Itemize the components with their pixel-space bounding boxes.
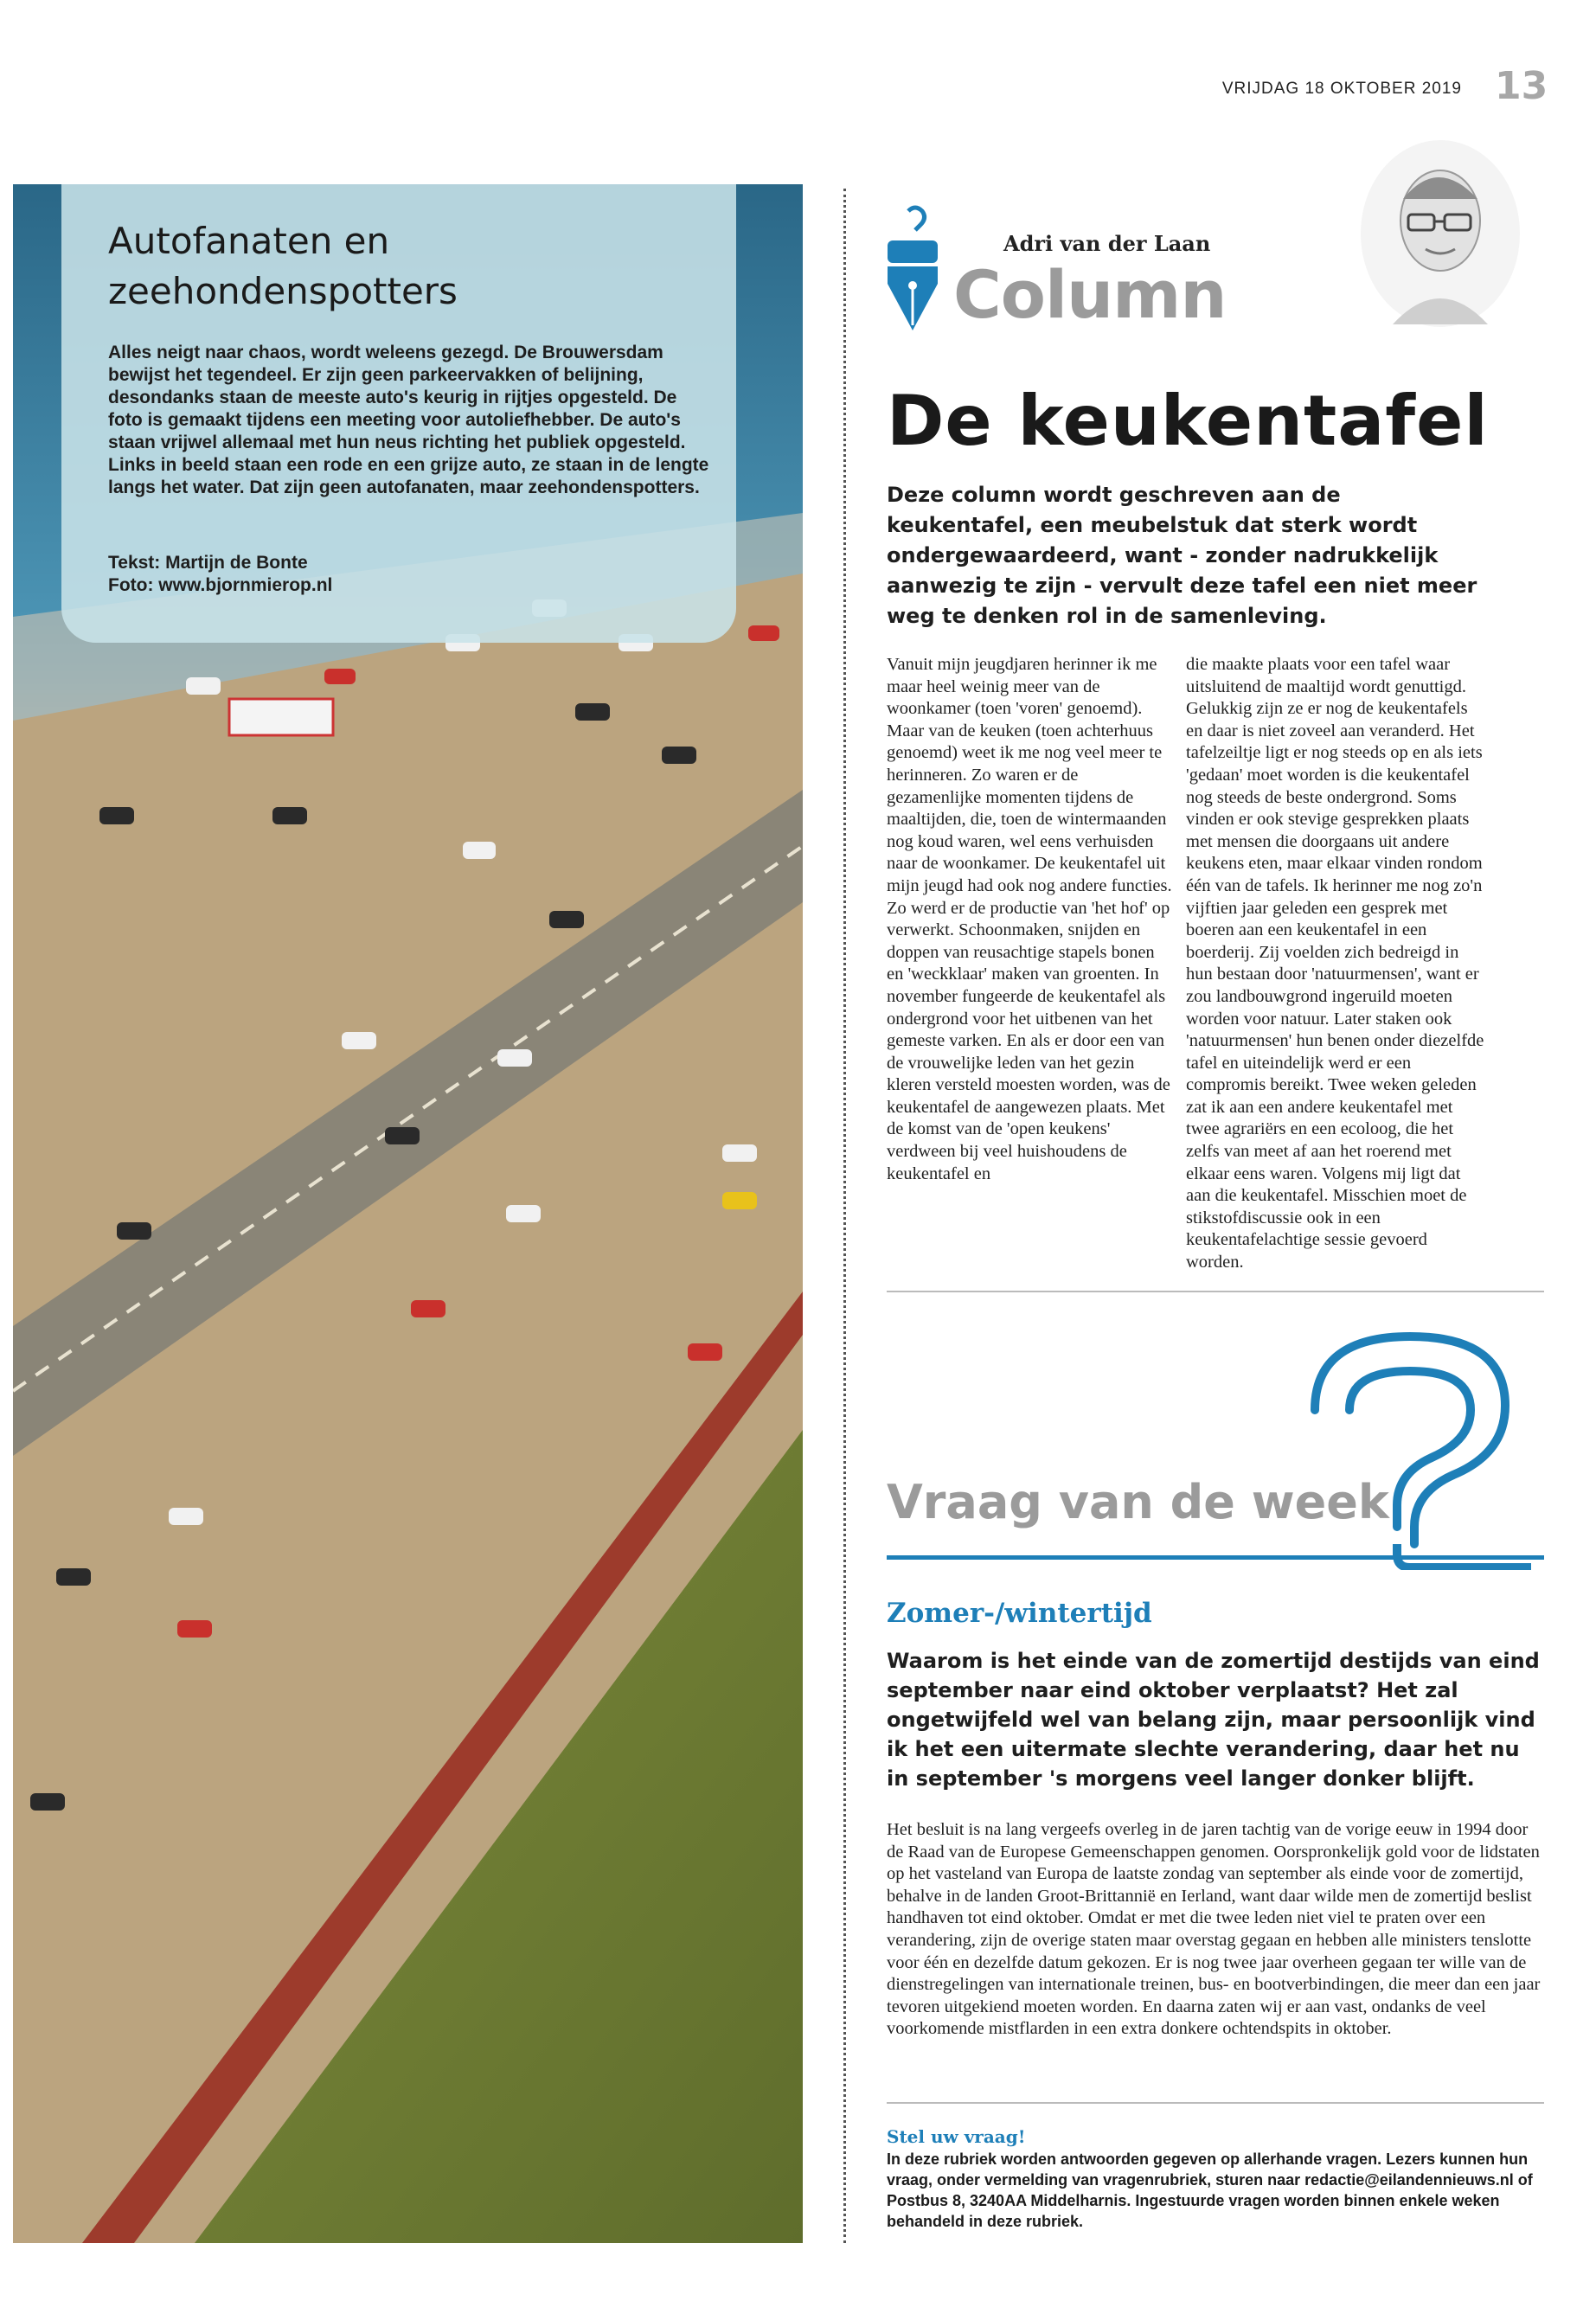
column-author: Adri van der Laan	[1003, 231, 1211, 256]
vraag-answer: Het besluit is na lang vergeefs overleg in de jaren tachtig van de vorige eeuw in 1994 door de Raad van de Europese Gemeenschappen genomen. Oorspronkelijk gold voor de lidstaten op het vasteland van Europa de laatste zondag van september als einde voor de zomertijd, behalve in de landen Groot-Brittannië en Ierland, want daar wilde men de zomertijd beslist handhaven tot eind oktober. Omdat er met die twee leden niet viel te praten over een verandering, zijn de overige staten maar overstag gegaan en hebben alle ministers tenslotte voor één en dezelfde datum gekozen. Er is nog twee jaar overheen gegaan ter wille van de dienstregelingen van internationale treinen, bus- en bootverbindingen, die meer dan een jaar tevoren uitgekiend moeten worden. En daarna zaten wij er aan vast, ondanks de veel voorkomende mistflarden in een extra donkere ochtendspits in oktober.	[887, 1820, 1541, 2039]
question-mark-icon	[1298, 1328, 1548, 1570]
header-date: VRIJDAG 18 OKTOBER 2019	[1221, 80, 1462, 98]
vraag-underline	[887, 1555, 1544, 1560]
photo-feature-text: Alles neigt naar chaos, wordt weleens gezegd. De Brouwersdam bewijst het tegendeel. Er zijn geen parkeervakken of belijning, desondanks staan de meeste auto's keurig in rijtjes opgesteld. De foto is gemaakt tijdens een meeting voor autoliefhebber. De auto's staan vrijwel allemaal met hun neus richting het publiek opgesteld. Links in beeld staan een rode en een grijze auto, ze staan in de lengte langs het water. Dat zijn geen autofanaten, maar zeehondenspotters.	[108, 343, 709, 497]
credit-text: Tekst: Martijn de Bonte	[108, 553, 308, 573]
vraag-subtitle: Zomer-/wintertijd	[887, 1598, 1152, 1629]
stel-vraag-title: Stel uw vraag!	[887, 2126, 1026, 2147]
column-body-right: die maakte plaats voor een tafel waar uitsluitend de maaltijd wordt genuttigd. Gelukkig zijn ze er nog de keukentafels en daar is niet zoveel aan veranderd. Het tafelzeiltje ligt er nog steeds op en als iets 'gedaan' moet worden is die keukentafel nog steeds de beste ondergrond. Soms vinden er ook stevige gesprekken plaats met mensen die doorgaans uit andere keukens eten, maar elkaar vinden rondom één van de tafels. Ik herinner me nog zo'n vijftien jaar geleden een gesprek met boeren aan een keukentafel in een boerderij. Zij voelden zich bedreigd in hun bestaan door 'natuurmensen', want er zou landbouwgrond ingeruild moeten worden voor natuur. Later staken ook 'natuurmensen' hun benen onder diezelfde tafel en uiteindelijk werd er een compromis bereikt. Twee weken geleden zat ik aan een andere keukentafel met twee agrariërs en een ecoloog, die het zelfs van meet af aan het roerend met elkaar eens waren. Volgens mij ligt dat aan die keukentafel. Misschien moet de stikstofdiscussie ook in een keukentafelachtige sessie gevoerd worden.	[1186, 655, 1484, 1272]
stel-divider	[887, 2102, 1544, 2104]
stel-vraag-text: In deze rubriek worden antwoorden gegeven op allerhande vragen. Lezers kunnen hun vraag, onder vermelding van vragenrubriek, sturen naar redactie@eilandennieuws.nl of Postbus 8, 3240AA Middelharnis. Ingestuurde vragen worden binnen enkele weken behandeld in deze rubriek.	[887, 2150, 1533, 2230]
photo-feature-credits	[108, 552, 714, 597]
column-lead: Deze column wordt geschreven aan de keukentafel, een meubelstuk dat sterk wordt ondergewaardeerd, want - zonder nadrukkelijk aanwezig te zijn - vervult deze tafel een niet meer weg te denken rol in de samenleving.	[887, 483, 1477, 628]
page-number: 13	[1495, 64, 1548, 108]
author-portrait	[1358, 138, 1522, 329]
column-body-left: Vanuit mijn jeugdjaren herinner ik me maar heel weinig meer van de woonkamer (toen 'voren' genoemd). Maar van de keuken (toen achterhuus genoemd) weet ik me nog veel meer te herinneren. Zo waren er de gezamenlijke momenten tijdens de maaltijden, die, toen de wintermaanden nog koud waren, wel eens verhuisden naar de woonkamer. De keukentafel uit mijn jeugd had ook nog andere functies. Zo werd er de productie van 'het hof' op verwerkt. Schoonmaken, snijden en doppen van reusachtige stapels bonen en 'weckklaar' maken van groenten. In november fungeerde de keukentafel als ondergrond voor het uitbenen van het gemeste varken. En als er door een van de vrouwelijke leden van het gezin kleren versteld moesten worden, was de keukentafel de aangewezen plaats. Met de komst van de 'open keukens' verdween bij veel huishoudens de keukentafel en	[887, 655, 1172, 1183]
fountain-pen-icon	[882, 204, 943, 334]
credit-photo: Foto: www.bjornmierop.nl	[108, 575, 333, 595]
vraag-question: Waarom is het einde van de zomertijd destijds van eind september naar eind oktober verplaatst? Het zal ongetwijfeld wel van belang zijn, maar persoonlijk vind ik het een uitermate slechte verandering, daar het nu in september 's morgens veel langer donker blijft.	[887, 1649, 1540, 1791]
column-divider	[843, 189, 846, 2243]
photo-feature-title: Autofanaten en zeehondenspotters	[108, 220, 458, 312]
vraag-section-title: Vraag van de week	[887, 1475, 1389, 1529]
section-divider	[887, 1291, 1544, 1292]
column-label: Column	[953, 256, 1227, 333]
column-title: De keukentafel	[887, 381, 1489, 461]
